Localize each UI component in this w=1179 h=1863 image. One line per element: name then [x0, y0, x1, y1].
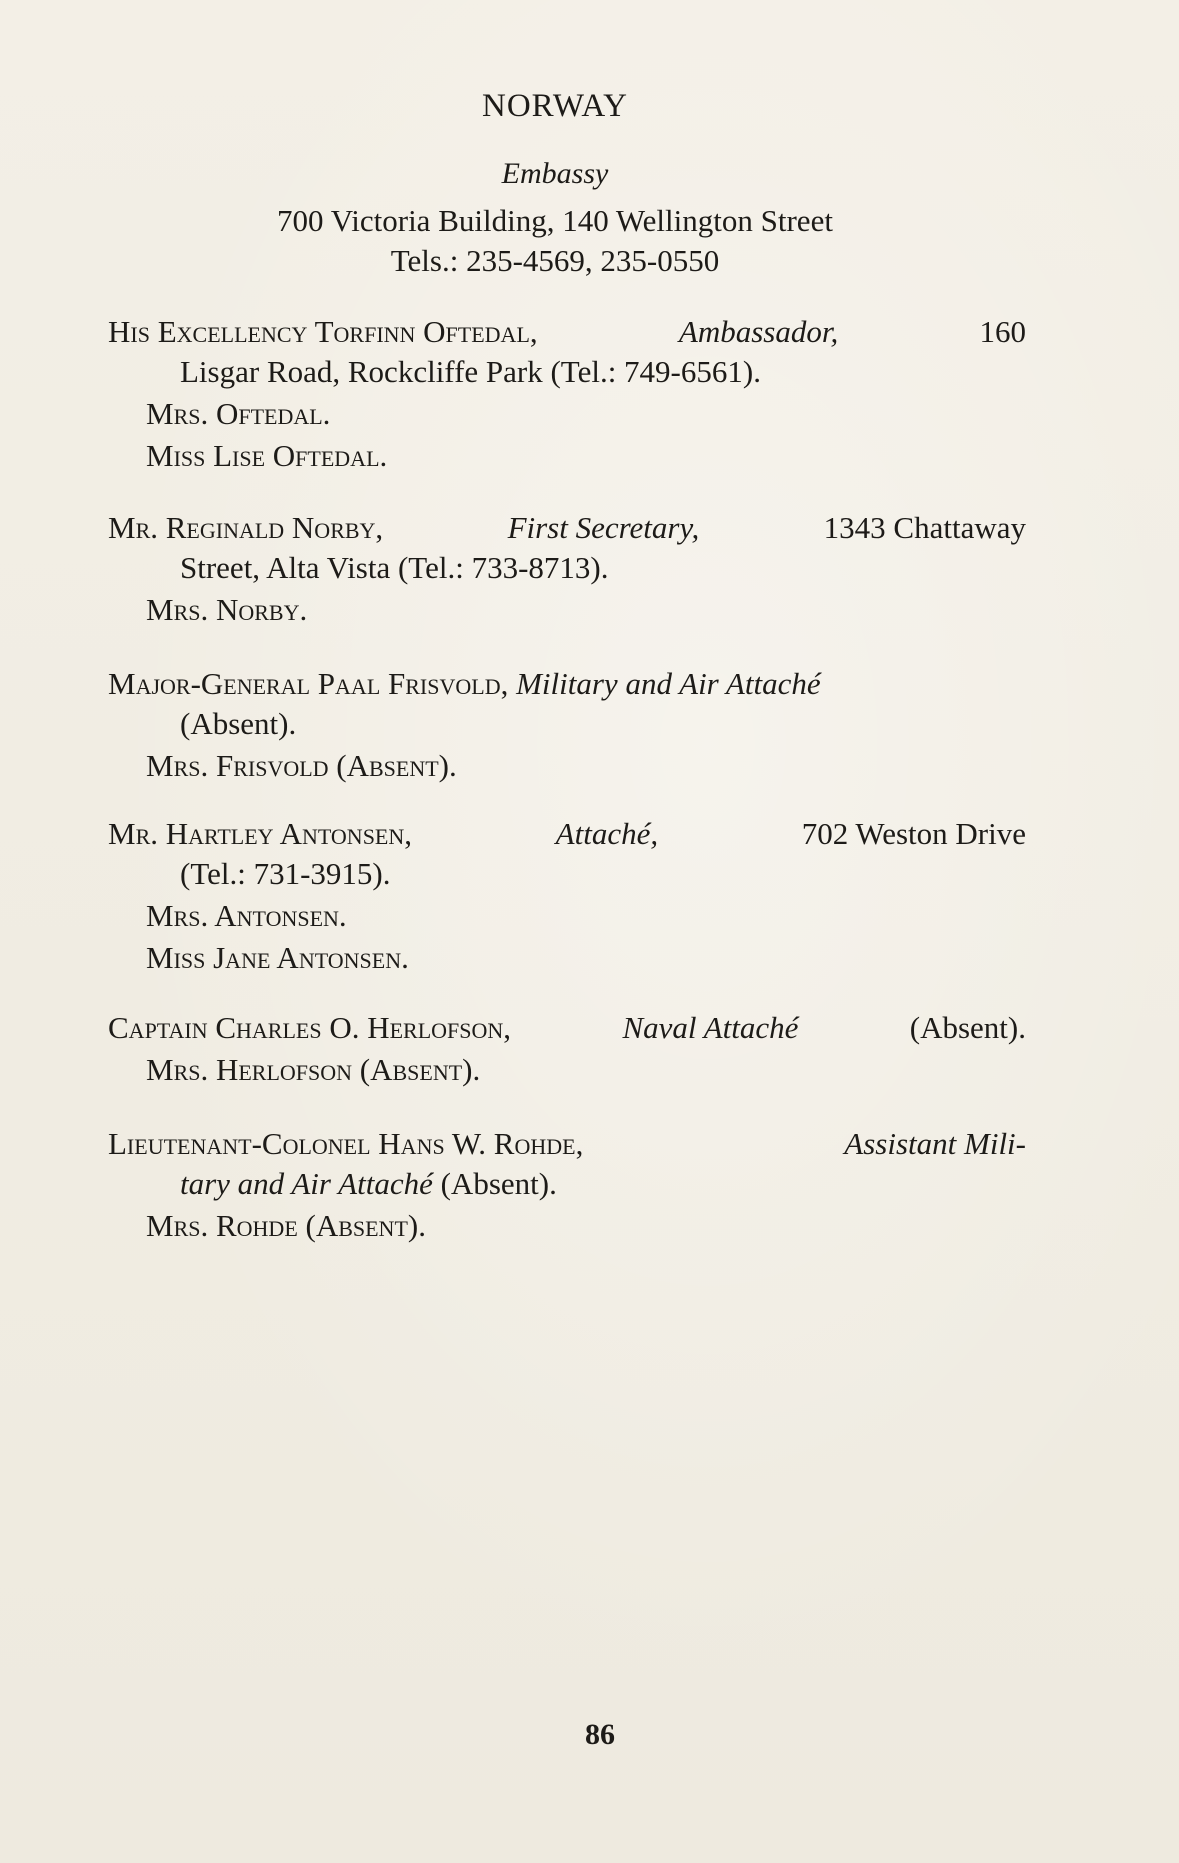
staff-entry	[108, 1124, 1026, 1246]
family-member: Mrs. Rohde (Absent).	[146, 1208, 426, 1243]
staff-title: Attaché,	[555, 816, 659, 851]
staff-address-start: 160	[979, 314, 1026, 349]
staff-title: Ambassador,	[678, 314, 839, 349]
staff-title: First Secretary,	[507, 510, 700, 545]
entry-continuation: (Absent).	[180, 706, 297, 741]
staff-entry	[108, 814, 1026, 978]
entry-first-line	[108, 312, 1026, 352]
family-member: Mrs. Oftedal.	[146, 396, 331, 431]
section-subheading: Embassy	[501, 157, 609, 190]
staff-name: Lieutenant-Colonel Hans W. Rohde,	[108, 1126, 584, 1161]
page-number: 86	[585, 1718, 615, 1751]
entry-first-line	[108, 1008, 1026, 1048]
staff-absent-note: (Absent).	[909, 1010, 1026, 1045]
staff-address-start: 702 Weston Drive	[801, 816, 1026, 851]
country-heading: NORWAY	[482, 88, 628, 124]
staff-entry	[108, 664, 1026, 786]
staff-name: Mr. Reginald Norby,	[108, 510, 384, 545]
staff-absent-note: (Absent).	[440, 1166, 557, 1201]
family-member: Mrs. Antonsen.	[146, 898, 347, 933]
staff-address-start: 1343 Chattaway	[823, 510, 1026, 545]
family-member: Mrs. Herlofson (Absent).	[146, 1052, 481, 1087]
staff-name: Captain Charles O. Herlofson,	[108, 1010, 512, 1045]
family-member: Mrs. Norby.	[146, 592, 308, 627]
staff-entry	[108, 312, 1026, 476]
staff-name: His Excellency Torfinn Oftedal,	[108, 314, 538, 349]
staff-title: Naval Attaché	[622, 1010, 799, 1045]
staff-entry	[108, 508, 1026, 630]
staff-title: Assistant Mili-	[844, 1126, 1026, 1161]
entry-continuation: Street, Alta Vista (Tel.: 733-8713).	[180, 550, 609, 585]
staff-title-continued: tary and Air Attaché	[180, 1166, 433, 1201]
family-member: Miss Jane Antonsen.	[146, 940, 409, 975]
staff-name: Mr. Hartley Antonsen,	[108, 816, 413, 851]
entry-continuation: (Tel.: 731-3915).	[180, 856, 391, 891]
family-member: Mrs. Frisvold (Absent).	[146, 748, 457, 783]
entry-continuation: Lisgar Road, Rockcliffe Park (Tel.: 749-6561).	[180, 354, 761, 389]
entry-first-line	[108, 814, 1026, 854]
entry-first-line	[108, 664, 1026, 704]
family-member: Miss Lise Oftedal.	[146, 438, 388, 473]
staff-title: Military and Air Attaché	[516, 666, 821, 701]
embassy-address: 700 Victoria Building, 140 Wellington Street	[277, 203, 833, 238]
entry-first-line	[108, 1124, 1026, 1164]
entry-first-line	[108, 508, 1026, 548]
embassy-phones: Tels.: 235-4569, 235-0550	[390, 243, 720, 278]
entry-continuation	[108, 1164, 1026, 1204]
staff-name: Major-General Paal Frisvold,	[108, 666, 509, 701]
staff-entry	[108, 1008, 1026, 1090]
